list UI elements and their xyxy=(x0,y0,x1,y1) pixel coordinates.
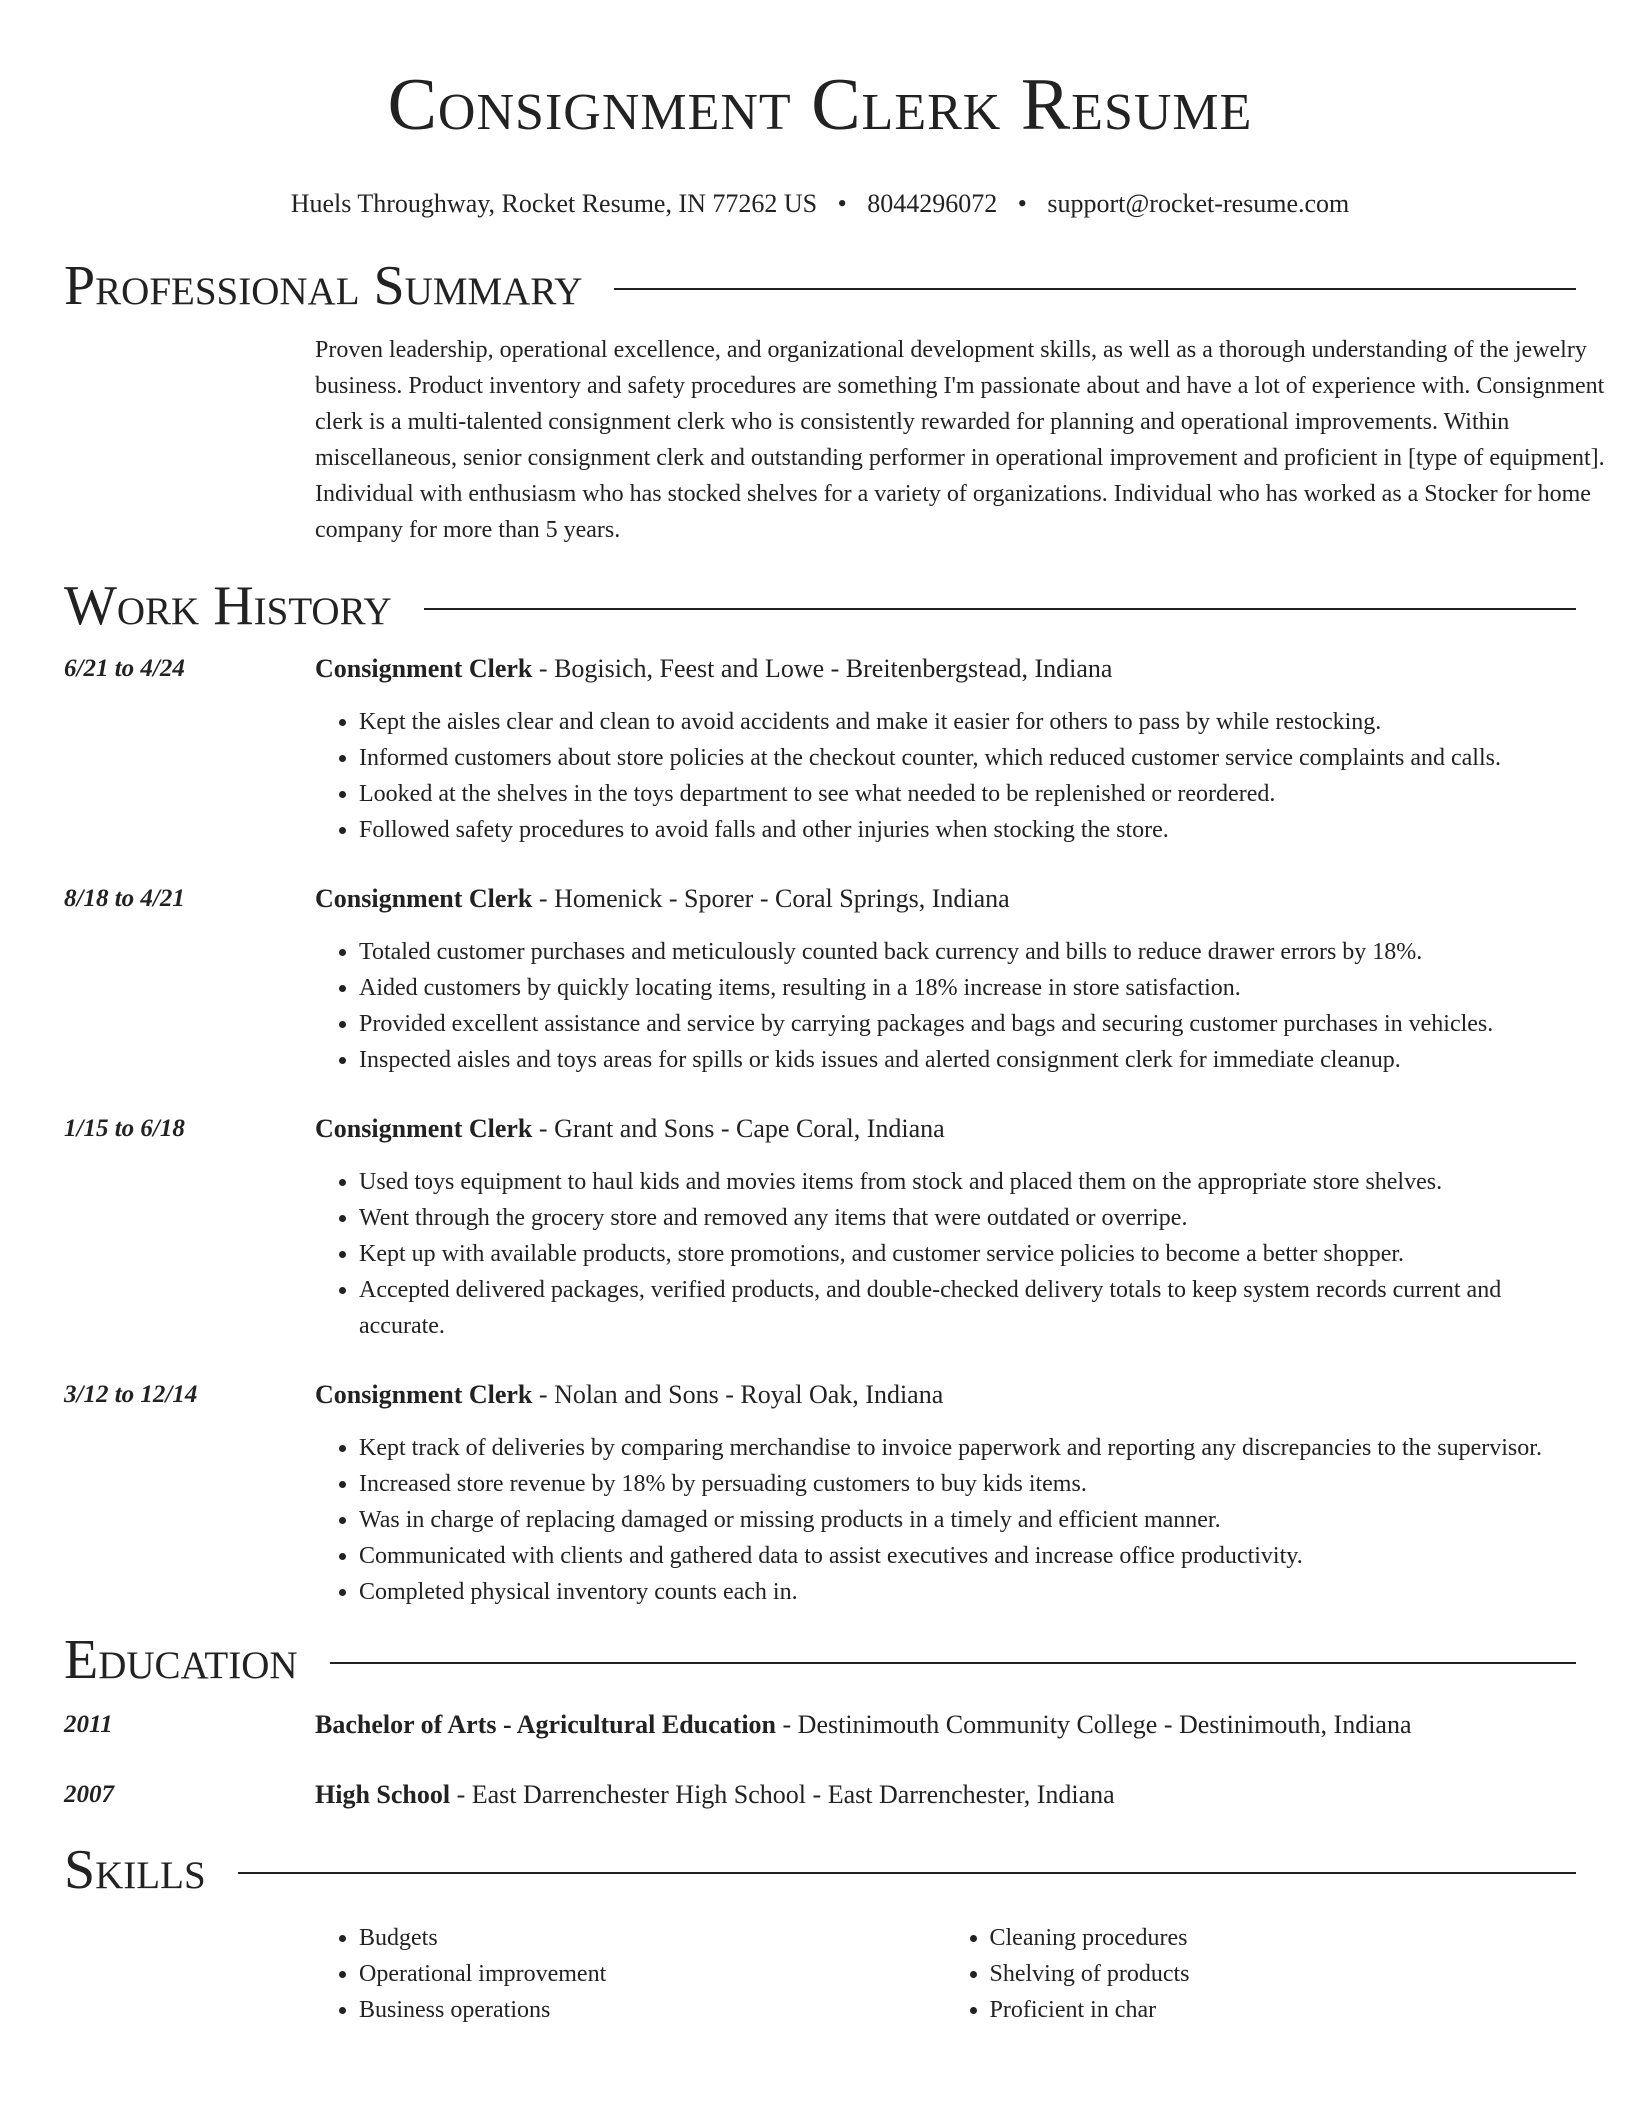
job-heading xyxy=(315,652,1576,686)
education-year: 2011 xyxy=(64,1711,113,1738)
job-bullet: • Communicated with clients and gathered data to assist executives and increase office productivity. xyxy=(359,1538,1576,1574)
contact-email: support@rocket-resume.com xyxy=(1047,189,1350,218)
work-section-header xyxy=(64,574,1576,638)
job-bullets xyxy=(315,704,1576,848)
contact-address: Huels Throughway, Rocket Resume, IN 77262 US xyxy=(290,189,818,218)
job-bullet: • Looked at the shelves in the toys department to see what needed to be replenished or reordered. xyxy=(359,776,1576,812)
section-divider xyxy=(330,1662,1576,1664)
job-body xyxy=(315,1378,1576,1610)
job-title: Consignment Clerk xyxy=(315,1114,533,1143)
education-year: 2007 xyxy=(64,1781,114,1808)
job-employer: - Nolan and Sons - Royal Oak, Indiana xyxy=(532,1380,944,1409)
job-bullet: • Was in charge of replacing damaged or missing products in a timely and efficient manner. xyxy=(359,1502,1576,1538)
job-heading xyxy=(315,1112,1576,1146)
skills-section-header xyxy=(64,1838,1576,1902)
job-bullet: • Informed customers about store policies at the checkout counter, which reduced customer service complaints and calls. xyxy=(359,740,1576,776)
section-divider xyxy=(238,1872,1576,1874)
job-bullet: • Provided excellent assistance and service by carrying packages and bags and securing customer purchases in vehicles. xyxy=(359,1006,1576,1042)
work-heading: Work History xyxy=(64,575,392,637)
job-bullet: • Completed physical inventory counts each in. xyxy=(359,1574,1576,1610)
skill-item: • Proficient in char xyxy=(990,1992,1577,2028)
contact-phone: 8044296072 xyxy=(867,189,998,218)
job-bullet: • Increased store revenue by 18% by persuading customers to buy kids items. xyxy=(359,1466,1576,1502)
skills-column-left xyxy=(315,1920,946,2028)
education-entry xyxy=(64,1778,1576,1812)
job-bullet: • Kept track of deliveries by comparing merchandise to invoice paperwork and reporting any discrepancies to the supervisor. xyxy=(359,1430,1576,1466)
job-employer: - Bogisich, Feest and Lowe - Breitenbergstead, Indiana xyxy=(532,654,1113,683)
job-dates: 1/15 to 6/18 xyxy=(64,1115,185,1142)
education-heading-line xyxy=(315,1708,1412,1742)
skill-item: • Operational improvement xyxy=(359,1956,946,1992)
education-degree: Bachelor of Arts - Agricultural Education xyxy=(315,1710,777,1739)
job-body xyxy=(315,882,1576,1078)
job-bullet: • Used toys equipment to haul kids and movies items from stock and placed them on the appropriate store shelves. xyxy=(359,1164,1576,1200)
job-bullet: • Followed safety procedures to avoid falls and other injuries when stocking the store. xyxy=(359,812,1576,848)
summary-heading: Professional Summary xyxy=(64,255,583,317)
section-divider xyxy=(424,608,1576,610)
skill-item: • Shelving of products xyxy=(990,1956,1577,1992)
job-bullet: • Kept up with available products, store promotions, and customer service policies to become a better shopper. xyxy=(359,1236,1576,1272)
education-school: - East Darrenchester High School - East Darrenchester, Indiana xyxy=(450,1780,1115,1809)
job-heading xyxy=(315,882,1576,916)
job-bullet: • Aided customers by quickly locating items, resulting in a 18% increase in store satisfaction. xyxy=(359,970,1576,1006)
skills-column-right xyxy=(946,1920,1577,2028)
job-dates: 6/21 to 4/24 xyxy=(64,655,185,682)
education-degree: High School xyxy=(315,1780,451,1809)
education-entry xyxy=(64,1708,1576,1742)
skill-item: • Budgets xyxy=(359,1920,946,1956)
job-bullet: • Accepted delivered packages, verified products, and double-checked delivery totals to keep system records current and accurate. xyxy=(359,1272,1576,1344)
job-title: Consignment Clerk xyxy=(315,884,533,913)
job-bullet: • Inspected aisles and toys areas for spills or kids issues and alerted consignment clerk for immediate cleanup. xyxy=(359,1042,1576,1078)
job-dates: 3/12 to 12/14 xyxy=(64,1381,198,1408)
education-heading: Education xyxy=(64,1629,298,1691)
job-bullet: • Totaled customer purchases and meticulously counted back currency and bills to reduce drawer errors by 18%. xyxy=(359,934,1576,970)
job-employer: - Homenick - Sporer - Coral Springs, Indiana xyxy=(532,884,1010,913)
job-bullets xyxy=(315,1430,1576,1610)
section-divider xyxy=(614,288,1576,290)
education-section-header xyxy=(64,1628,1576,1692)
summary-section-header xyxy=(64,254,1576,318)
job-entry xyxy=(64,1112,1576,1344)
job-body xyxy=(315,1112,1576,1344)
resume-title: Consignment Clerk Resume xyxy=(387,64,1253,146)
contact-separator: • xyxy=(837,189,847,218)
job-heading xyxy=(315,1378,1576,1412)
job-entry xyxy=(64,882,1576,1078)
job-body xyxy=(315,652,1576,848)
job-bullets xyxy=(315,1164,1576,1344)
job-bullet: • Kept the aisles clear and clean to avoid accidents and make it easier for others to pass by while restocking. xyxy=(359,704,1576,740)
job-employer: - Grant and Sons - Cape Coral, Indiana xyxy=(532,1114,945,1143)
job-title: Consignment Clerk xyxy=(315,654,533,683)
skill-item: • Business operations xyxy=(359,1992,946,2028)
skill-item: • Cleaning procedures xyxy=(990,1920,1577,1956)
summary-text: Proven leadership, operational excellence, and organizational development skills, as well as a thorough understanding of the jewelry business. Product inventory and safety procedures are something I'm passionate about and have a lot of experience with. Consignment clerk is a multi-talented consignment clerk who is consistently rewarded for planning and operational improvements. Within miscellaneous, senior consignment clerk and outstanding performer in operational improvement and proficient in [type of equipment]. Individual with enthusiasm who has stocked shelves for a variety of organizations. Individual who has worked as a Stocker for home company for more than 5 years. xyxy=(315,337,1605,543)
job-title: Consignment Clerk xyxy=(315,1380,533,1409)
job-entry xyxy=(64,652,1576,848)
job-bullets xyxy=(315,934,1576,1078)
education-heading-line xyxy=(315,1778,1115,1812)
skills-grid xyxy=(315,1920,1576,2028)
job-bullet: • Went through the grocery store and removed any items that were outdated or overripe. xyxy=(359,1200,1576,1236)
job-entry xyxy=(64,1378,1576,1610)
job-dates: 8/18 to 4/21 xyxy=(64,885,185,912)
contact-line xyxy=(64,188,1576,220)
contact-separator: • xyxy=(1017,189,1027,218)
skills-heading: Skills xyxy=(64,1839,206,1901)
education-school: - Destinimouth Community College - Destinimouth, Indiana xyxy=(776,1710,1412,1739)
